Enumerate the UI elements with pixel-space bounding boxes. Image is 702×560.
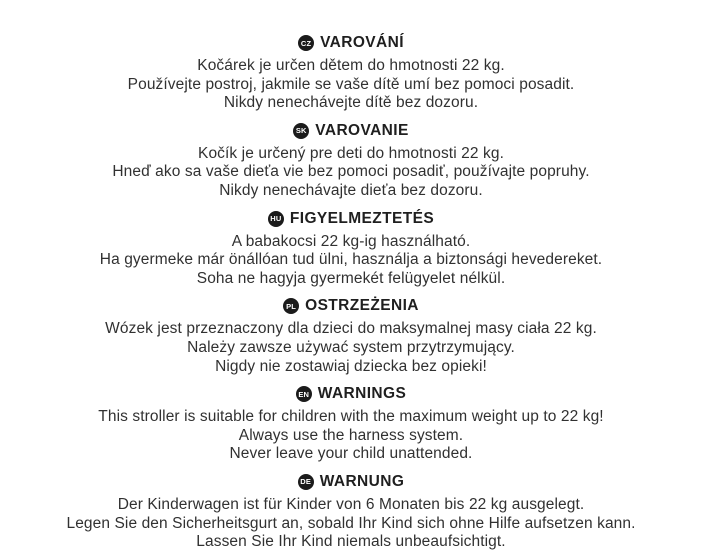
warning-line: Soha ne hagyja gyermekét felügyelet nélkül. (196, 269, 506, 287)
section-heading-de (0, 472, 702, 492)
warning-line: Lassen Sie Ihr Kind niemals unbeaufsichtigt. (196, 533, 506, 551)
warning-section-cz (0, 33, 702, 113)
warning-section-pl (0, 296, 702, 376)
warning-section-hu (0, 209, 702, 289)
section-heading-en (0, 384, 702, 404)
warning-line: Always use the harness system. (238, 426, 464, 444)
section-title-cz: VAROVÁNÍ (320, 34, 404, 51)
warning-line: A babakocsi 22 kg-ig használható. (231, 232, 471, 250)
warning-line: Der Kinderwagen ist für Kinder von 6 Monaten bis 22 kg ausgelegt. (117, 495, 585, 513)
warning-line: This stroller is suitable for children with the maximum weight up to 22 kg! (98, 408, 604, 426)
language-badge-cz: CZ (298, 35, 314, 51)
language-badge-hu: HU (268, 211, 284, 227)
warning-line: Ha gyermeke már önállóan tud ülni, használja a biztonsági hevedereket. (99, 251, 603, 269)
warning-line: Používejte postroj, jakmile se vaše dítě umí bez pomoci posadit. (127, 75, 575, 93)
section-heading-sk (0, 121, 702, 141)
warning-section-de (0, 472, 702, 552)
section-title-en: WARNINGS (317, 385, 407, 403)
warning-line: Należy zawsze używać system przytrzymujący. (187, 338, 515, 356)
section-title-pl: OSTRZEŻENIA (305, 297, 419, 315)
language-badge-en: EN (296, 386, 312, 402)
warning-line: Wózek jest przeznaczony dla dzieci do maksymalnej masy ciała 22 kg. (105, 320, 597, 338)
section-title-hu: FIGYELMEZTETÉS (289, 209, 435, 227)
section-heading-pl (0, 296, 702, 316)
warning-line: Hneď ako sa vaše dieťa vie bez pomoci posadiť, používajte popruhy. (112, 163, 590, 181)
warning-line: Legen Sie den Sicherheitsgurt an, sobald Ihr Kind sich ohne Hilfe aufsetzen kann. (66, 514, 636, 532)
language-badge-sk: SK (293, 123, 309, 139)
warning-section-en (0, 384, 702, 464)
language-badge-pl: PL (283, 298, 299, 314)
section-title-sk: VAROVANIE (315, 121, 409, 139)
warning-line: Kočárek je určen dětem do hmotnosti 22 kg. (197, 57, 505, 74)
warning-line: Never leave your child unattended. (229, 445, 473, 463)
warning-section-sk (0, 121, 702, 201)
warning-line: Nigdy nie zostawiaj dziecka bez opieki! (215, 357, 487, 375)
warning-line: Nikdy nenechávajte dieťa bez dozoru. (219, 181, 483, 199)
section-heading-hu (0, 209, 702, 229)
warning-line: Nikdy nenechávejte dítě bez dozoru. (223, 94, 479, 112)
language-badge-de: DE (298, 474, 314, 490)
section-heading-cz (0, 33, 702, 53)
section-title-de: WARNUNG (319, 472, 405, 490)
warning-line: Kočík je určený pre deti do hmotnosti 22 kg. (198, 144, 504, 162)
